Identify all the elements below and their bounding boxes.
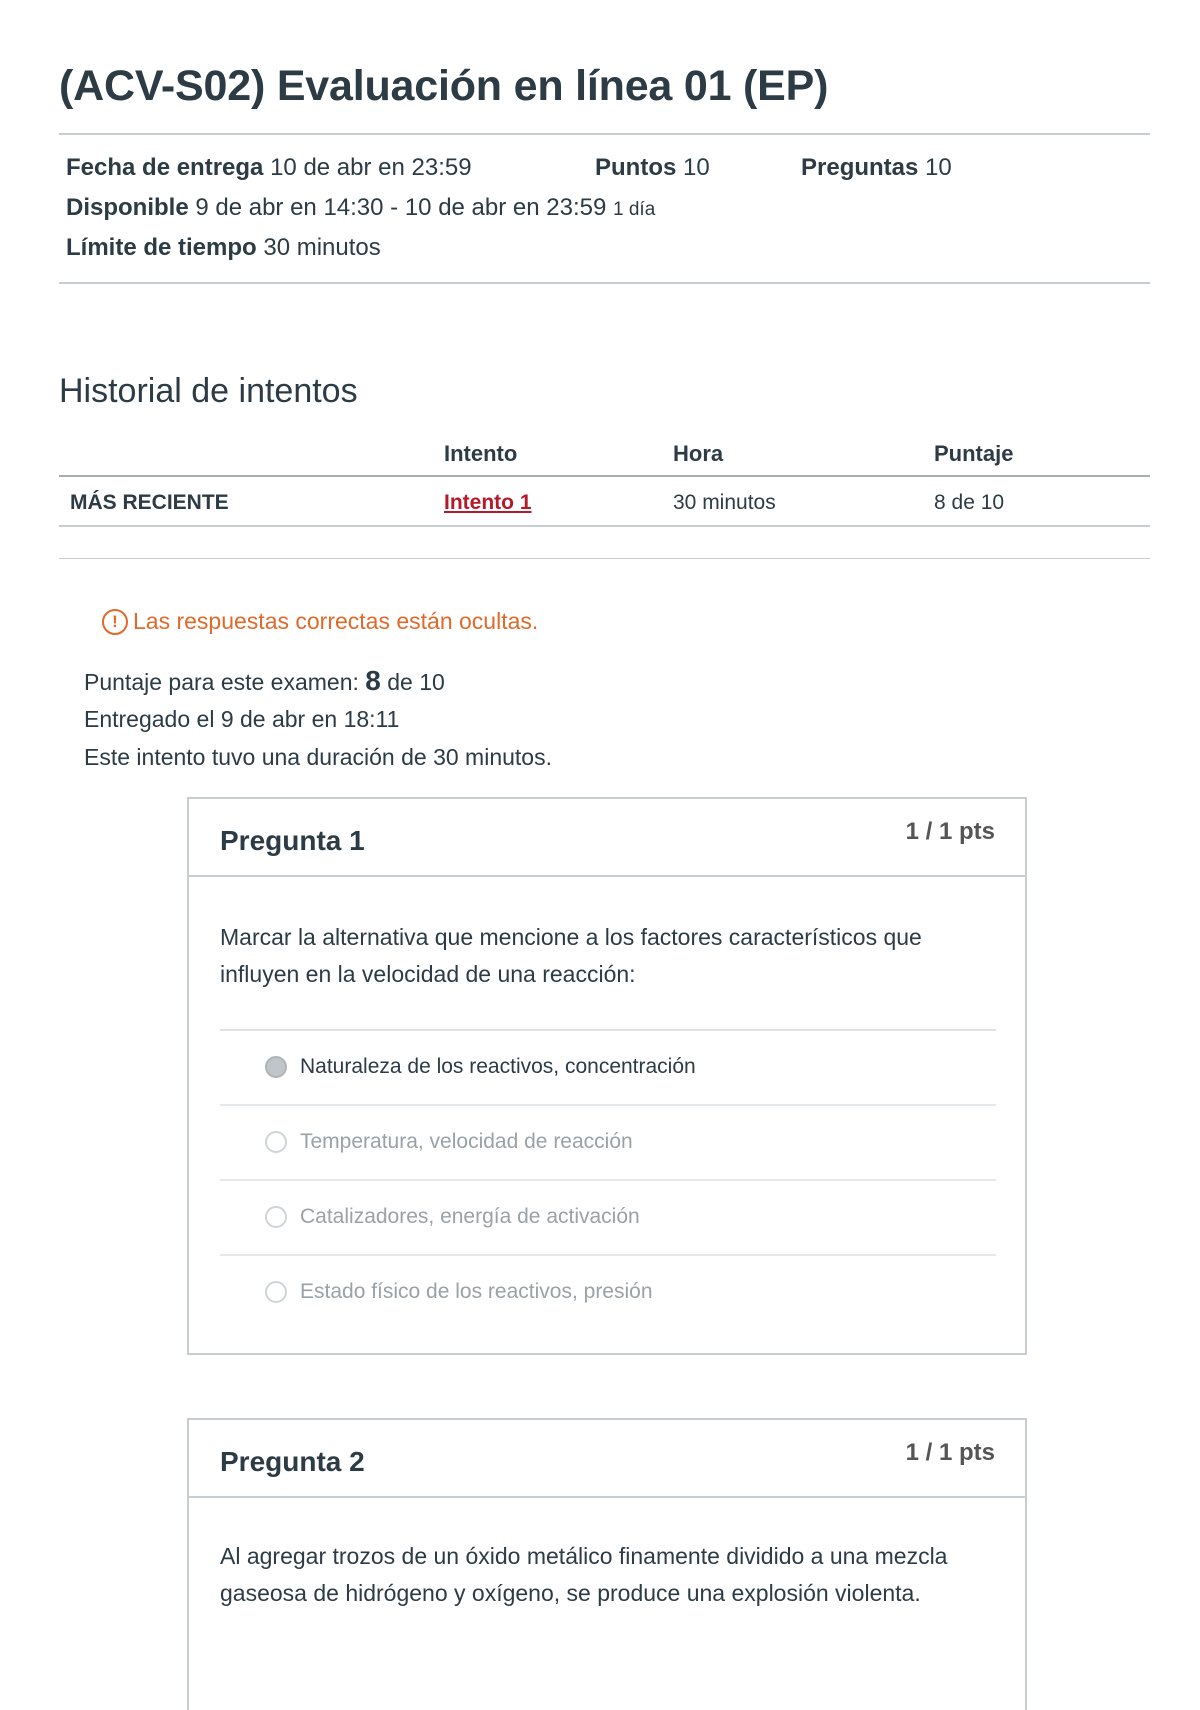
availability-value: 9 de abr en 14:30 - 10 de abr en 23:59 bbox=[195, 194, 607, 221]
time-limit bbox=[66, 234, 381, 262]
table-header bbox=[59, 435, 1150, 477]
row-label: MÁS RECIENTE bbox=[70, 491, 229, 514]
answer-label: Naturaleza de los reactivos, concentración bbox=[300, 1055, 696, 1078]
answer-label: Estado físico de los reactivos, presión bbox=[300, 1280, 653, 1303]
points-label: Puntos bbox=[595, 154, 677, 181]
score-prefix: Puntaje para este examen: bbox=[84, 669, 359, 695]
answer-list bbox=[220, 1029, 996, 1329]
exam-score bbox=[84, 665, 445, 697]
points-info bbox=[595, 154, 710, 182]
attempt-score: 8 de 10 bbox=[934, 491, 1005, 514]
submitted-date: Entregado el 9 de abr en 18:11 bbox=[84, 706, 400, 732]
availability-label: Disponible bbox=[66, 194, 189, 221]
divider bbox=[59, 133, 1150, 135]
question-title: Pregunta 2 bbox=[220, 1446, 365, 1477]
warning-icon: ! bbox=[102, 609, 128, 635]
radio-icon bbox=[265, 1206, 287, 1228]
question-title: Pregunta 1 bbox=[220, 825, 365, 856]
question-header bbox=[189, 799, 1025, 877]
score-value: 8 bbox=[365, 665, 381, 696]
attempt-duration: Este intento tuvo una duración de 30 minutos. bbox=[84, 744, 552, 770]
answer-option bbox=[220, 1031, 996, 1106]
radio-icon bbox=[265, 1131, 287, 1153]
hidden-answers-notice bbox=[102, 608, 538, 635]
question-text: Marcar la alternativa que mencione a los factores característicos que influyen en la velocidad de una reacción: bbox=[220, 924, 922, 987]
time-limit-value: 30 minutos bbox=[263, 234, 381, 261]
due-date-value: 10 de abr en 23:59 bbox=[270, 154, 472, 181]
questions-info bbox=[801, 154, 952, 182]
question-points: 1 / 1 pts bbox=[905, 1439, 995, 1466]
radio-icon bbox=[265, 1281, 287, 1303]
score-suffix: de 10 bbox=[387, 669, 445, 695]
availability-duration: 1 día bbox=[613, 199, 656, 220]
history-title: Historial de intentos bbox=[59, 372, 358, 410]
answer-label: Catalizadores, energía de activación bbox=[300, 1205, 640, 1228]
attempt-history-table bbox=[59, 435, 1150, 527]
notice-text: Las respuestas correctas están ocultas. bbox=[133, 608, 539, 634]
attempt-link[interactable]: Intento 1 bbox=[444, 491, 532, 514]
table-row bbox=[59, 477, 1150, 527]
answer-option bbox=[220, 1256, 996, 1329]
questions-label: Preguntas bbox=[801, 154, 919, 181]
availability bbox=[66, 194, 655, 222]
questions-value: 10 bbox=[925, 154, 952, 181]
due-date bbox=[66, 154, 472, 182]
question-card bbox=[187, 1418, 1027, 1710]
radio-selected-icon bbox=[265, 1056, 287, 1078]
points-value: 10 bbox=[683, 154, 710, 181]
due-date-label: Fecha de entrega bbox=[66, 154, 264, 181]
column-header-attempt: Intento bbox=[444, 441, 518, 466]
attempt-time: 30 minutos bbox=[673, 491, 776, 514]
answer-option bbox=[220, 1181, 996, 1256]
question-header bbox=[189, 1420, 1025, 1498]
column-header-score: Puntaje bbox=[934, 441, 1014, 466]
divider bbox=[59, 282, 1150, 284]
question-points: 1 / 1 pts bbox=[905, 818, 995, 845]
answer-label: Temperatura, velocidad de reacción bbox=[300, 1130, 633, 1153]
time-limit-label: Límite de tiempo bbox=[66, 234, 257, 261]
question-card bbox=[187, 797, 1027, 1355]
divider bbox=[59, 558, 1150, 559]
question-text: Al agregar trozos de un óxido metálico finamente dividido a una mezcla gaseosa de hidrógeno y oxígeno, se produce una explosión violenta. bbox=[220, 1543, 948, 1606]
page-title: (ACV-S02) Evaluación en línea 01 (EP) bbox=[59, 62, 829, 110]
column-header-time: Hora bbox=[673, 441, 724, 466]
answer-option bbox=[220, 1106, 996, 1181]
